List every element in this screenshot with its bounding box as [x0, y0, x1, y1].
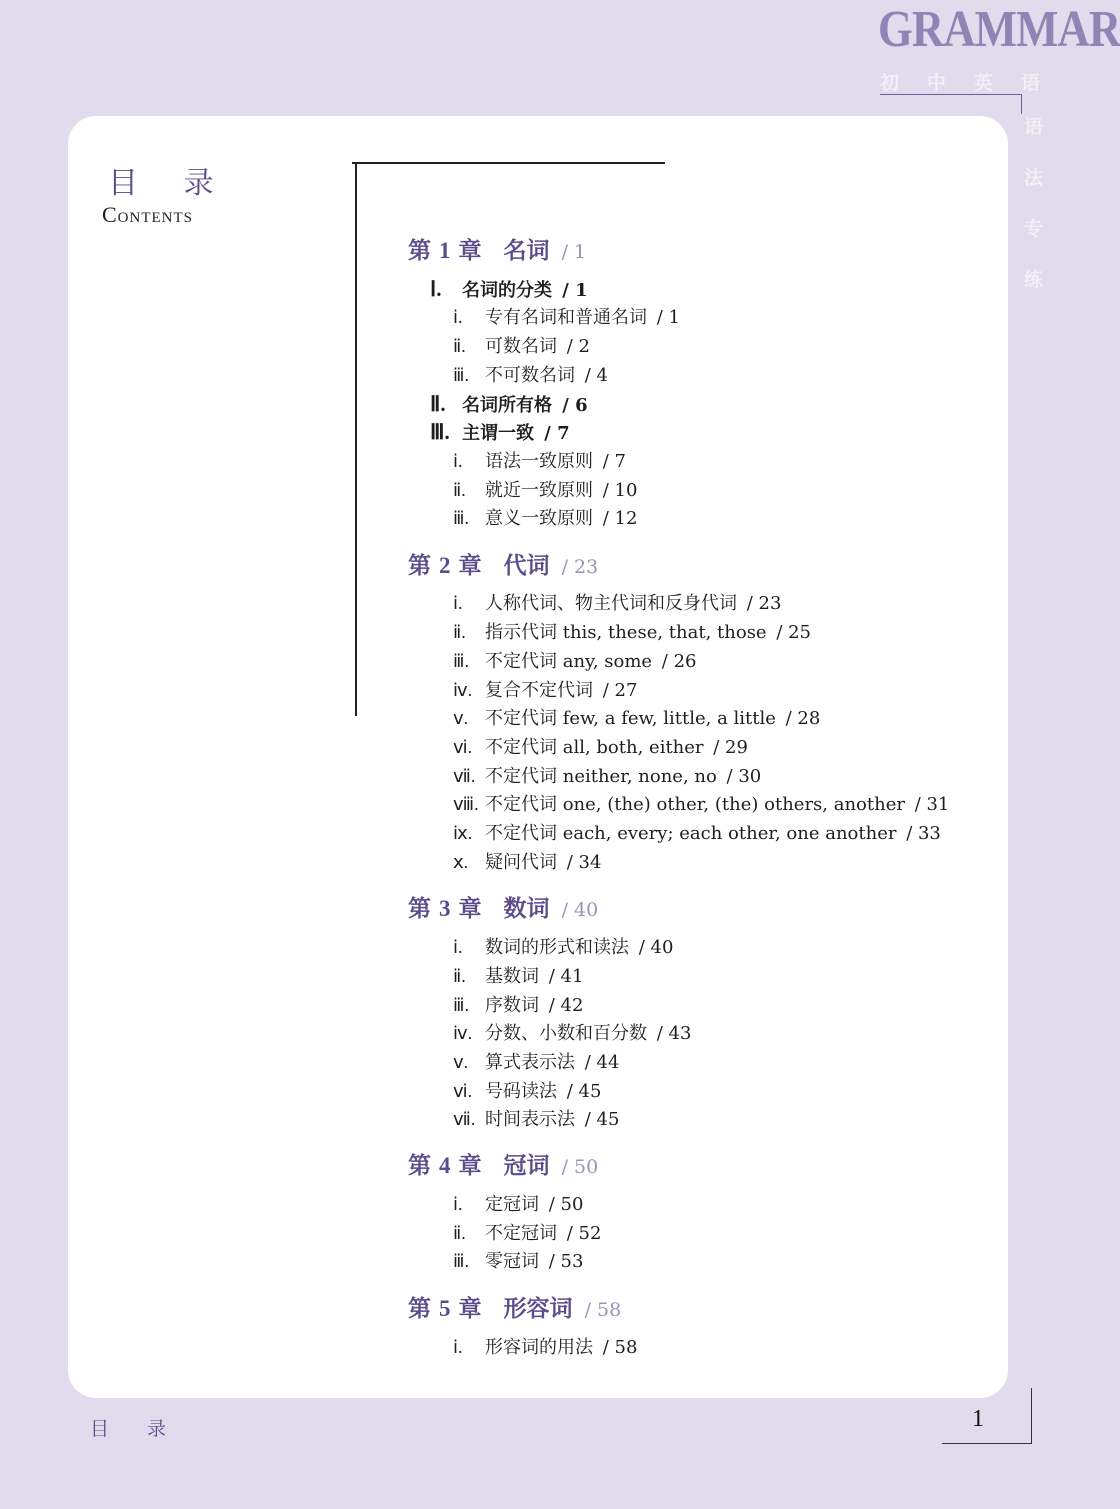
toc-marker: ⅰ. [453, 937, 463, 957]
toc-subsection [453, 1193, 583, 1216]
toc-marker: ⅶ. [453, 1109, 476, 1129]
toc-marker: ⅲ. [453, 508, 469, 528]
toc-entry-text: 形容词的用法 [485, 1337, 593, 1358]
toc-subsection [453, 822, 941, 845]
toc-entry-text: 序数词 [485, 995, 539, 1016]
toc-entry-page: / 30 [720, 766, 762, 787]
toc-entry-text: 名词所有格 [462, 395, 552, 416]
chapter-prefix: 第 [408, 552, 431, 579]
toc-marker: ⅱ. [453, 622, 466, 642]
toc-subsection [453, 592, 781, 615]
toc-entry-text: 分数、小数和百分数 [485, 1023, 647, 1044]
toc-section [430, 421, 570, 445]
toc-subsection [453, 306, 680, 329]
toc-entry-page: / 26 [656, 651, 697, 672]
toc-entry-page: / 28 [779, 708, 821, 729]
brand-title: GRAMMAR [878, 1, 1120, 58]
toc-subsection [453, 793, 949, 816]
toc-marker: ⅳ. [453, 680, 473, 700]
toc-entry-text: 指示代词 this, these, that, those [485, 622, 767, 643]
toc-entry-text: 语法一致原则 [485, 451, 593, 472]
chapter-heading [408, 232, 586, 265]
chapter-page: / 1 [555, 241, 587, 263]
toc-marker: ⅸ. [453, 823, 473, 843]
toc-entry-text: 名词的分类 [462, 280, 552, 301]
toc-marker: Ⅱ. [430, 392, 446, 416]
toc-entry-page: / 6 [556, 395, 588, 416]
chapter-name: 冠词 [503, 1152, 550, 1179]
page-subtitle: Contents [102, 202, 194, 227]
brand-subtitle-char: 初 [880, 72, 900, 94]
toc-entry-text: 数词的形式和读法 [485, 937, 629, 958]
toc-entry-page: / 45 [579, 1109, 620, 1130]
toc-entry-page: / 4 [579, 365, 608, 386]
toc-subsection [453, 1051, 619, 1074]
toc-entry-text: 不定代词 any, some [485, 651, 653, 672]
toc-marker: ⅱ. [453, 336, 466, 356]
chapter-number: 3 [439, 896, 451, 921]
toc-subsection [453, 650, 696, 673]
chapter-heading [408, 1290, 621, 1323]
chapter-number: 4 [439, 1153, 451, 1178]
toc-marker: ⅲ. [453, 365, 469, 385]
chapter-number: 1 [439, 238, 451, 263]
chapter-suffix: 章 [458, 552, 482, 579]
toc-entry-page: / 10 [597, 480, 638, 501]
chapter-prefix: 第 [408, 895, 431, 922]
frame-top-rule [352, 162, 665, 164]
toc-subsection [453, 679, 637, 702]
toc-entry-text: 算式表示法 [485, 1052, 575, 1073]
toc-marker: ⅲ. [453, 995, 469, 1015]
toc-entry-text: 意义一致原则 [485, 508, 593, 529]
toc-subsection [453, 1336, 637, 1359]
toc-subsection [453, 707, 820, 730]
toc-entry-page: / 1 [651, 307, 680, 328]
toc-subsection [453, 994, 583, 1017]
toc-entry-page: / 43 [651, 1023, 692, 1044]
chapter-name: 数词 [503, 895, 550, 922]
toc-marker: ⅴ. [453, 708, 469, 728]
side-tab-char: 专 [1024, 218, 1044, 240]
toc-marker: ⅹ. [453, 852, 469, 872]
toc-entry-page: / 52 [561, 1223, 602, 1244]
page-title: 目 录 [108, 166, 232, 201]
toc-subsection [453, 765, 761, 788]
toc-entry-text: 复合不定代词 [485, 680, 593, 701]
chapter-number: 5 [439, 1296, 451, 1321]
toc-marker: Ⅰ. [430, 277, 442, 301]
toc-subsection [453, 507, 637, 530]
chapter-name: 代词 [503, 552, 550, 579]
toc-entry-text: 不定代词 all, both, either [485, 737, 704, 758]
brand-subtitle-char: 中 [926, 72, 946, 94]
toc-entry-page: / 23 [741, 593, 782, 614]
toc-marker: ⅴ. [453, 1052, 469, 1072]
brand-subtitle-char: 语 [1020, 72, 1040, 94]
chapter-prefix: 第 [408, 1152, 431, 1179]
toc-subsection [453, 479, 637, 502]
toc-subsection [453, 335, 590, 358]
toc-entry-page: / 29 [707, 737, 748, 758]
toc-marker: ⅲ. [453, 651, 469, 671]
toc-entry-text: 专有名词和普通名词 [485, 307, 647, 328]
toc-entry-text: 号码读法 [485, 1081, 557, 1102]
chapter-prefix: 第 [408, 237, 431, 264]
toc-entry-text: 不可数名词 [485, 365, 575, 386]
toc-subsection [453, 965, 583, 988]
toc-entry-page: / 25 [770, 622, 812, 643]
chapter-page: / 58 [578, 1299, 622, 1321]
toc-entry-page: / 34 [561, 852, 602, 873]
toc-entry-text: 不定代词 one, (the) other, (the) others, another [485, 794, 905, 815]
toc-entry-page: / 53 [543, 1251, 584, 1272]
toc-entry-text: 不定代词 neither, none, no [485, 766, 717, 787]
toc-entry-page: / 31 [908, 794, 950, 815]
toc-subsection [453, 736, 748, 759]
page-number-rule-vertical [1031, 1388, 1032, 1444]
toc-entry-page: / 33 [900, 823, 941, 844]
toc-section [430, 278, 588, 302]
toc-entry-text: 基数词 [485, 966, 539, 987]
toc-marker: ⅲ. [453, 1251, 469, 1271]
brand-subtitle-char: 英 [973, 72, 993, 94]
chapter-name: 形容词 [503, 1295, 573, 1322]
toc-entry-text: 不定代词 each, every; each other, one another [485, 823, 897, 844]
toc-entry-text: 不定冠词 [485, 1223, 557, 1244]
toc-subsection [453, 1250, 583, 1273]
toc-subsection [453, 1080, 601, 1103]
toc-entry-text: 就近一致原则 [485, 480, 593, 501]
chapter-number: 2 [439, 553, 451, 578]
chapter-name: 名词 [503, 237, 550, 264]
toc-entry-page: / 7 [538, 423, 570, 444]
toc-entry-page: / 2 [561, 336, 590, 357]
side-tab-char: 法 [1024, 167, 1044, 189]
toc-subsection [453, 1022, 691, 1045]
page-number: 1 [972, 1406, 984, 1432]
toc-entry-page: / 44 [579, 1052, 620, 1073]
toc-entry-text: 零冠词 [485, 1251, 539, 1272]
toc-section [430, 393, 588, 417]
toc-entry-page: / 41 [543, 966, 584, 987]
toc-marker: ⅰ. [453, 1194, 463, 1214]
chapter-page: / 40 [555, 899, 599, 921]
toc-marker: ⅵ. [453, 1081, 473, 1101]
toc-subsection [453, 364, 608, 387]
toc-entry-text: 不定代词 few, a few, little, a little [485, 708, 776, 729]
toc-subsection [453, 851, 601, 874]
toc-entry-page: / 1 [556, 280, 588, 301]
chapter-heading [408, 547, 598, 580]
brand-divider [880, 94, 1022, 95]
toc-marker: ⅰ. [453, 307, 463, 327]
toc-subsection [453, 450, 626, 473]
toc-entry-page: / 12 [597, 508, 638, 529]
toc-entry-page: / 7 [597, 451, 626, 472]
chapter-heading [408, 1147, 598, 1180]
toc-marker: ⅰ. [453, 1337, 463, 1357]
toc-entry-text: 主谓一致 [462, 423, 534, 444]
chapter-prefix: 第 [408, 1295, 431, 1322]
toc-marker: ⅷ. [453, 794, 479, 814]
toc-subsection [453, 1108, 619, 1131]
toc-subsection [453, 621, 811, 644]
frame-left-rule [355, 162, 357, 716]
chapter-page: / 23 [555, 556, 599, 578]
toc-entry-text: 疑问代词 [485, 852, 557, 873]
footer-label: 目 录 [90, 1418, 183, 1440]
toc-marker: ⅵ. [453, 737, 473, 757]
toc-subsection [453, 936, 673, 959]
chapter-suffix: 章 [458, 1152, 482, 1179]
toc-marker: ⅱ. [453, 966, 466, 986]
side-tab [1024, 112, 1046, 292]
toc-marker: ⅰ. [453, 451, 463, 471]
page-number-rule [942, 1443, 1032, 1444]
toc-entry-text: 可数名词 [485, 336, 557, 357]
toc-entry-text: 人称代词、物主代词和反身代词 [485, 593, 737, 614]
brand-divider-vertical [1021, 94, 1022, 114]
toc-marker: ⅰ. [453, 593, 463, 613]
side-tab-char: 语 [1024, 116, 1044, 138]
toc-marker: ⅱ. [453, 1223, 466, 1243]
toc-marker: ⅳ. [453, 1023, 473, 1043]
toc-entry-page: / 40 [633, 937, 674, 958]
toc-entry-page: / 27 [597, 680, 638, 701]
toc-marker: ⅱ. [453, 480, 466, 500]
brand-subtitle [880, 68, 1040, 95]
chapter-heading [408, 890, 598, 923]
toc-entry-page: / 50 [543, 1194, 584, 1215]
chapter-suffix: 章 [458, 237, 482, 264]
chapter-suffix: 章 [458, 1295, 482, 1322]
toc-entry-page: / 45 [561, 1081, 602, 1102]
toc-entry-text: 时间表示法 [485, 1109, 575, 1130]
toc-subsection [453, 1222, 601, 1245]
toc-entry-page: / 42 [543, 995, 584, 1016]
side-tab-char: 练 [1024, 269, 1044, 291]
chapter-page: / 50 [555, 1156, 599, 1178]
toc-entry-page: / 58 [597, 1337, 638, 1358]
chapter-suffix: 章 [458, 895, 482, 922]
toc-entry-text: 定冠词 [485, 1194, 539, 1215]
toc-marker: Ⅲ. [430, 420, 450, 444]
toc-marker: ⅶ. [453, 766, 476, 786]
